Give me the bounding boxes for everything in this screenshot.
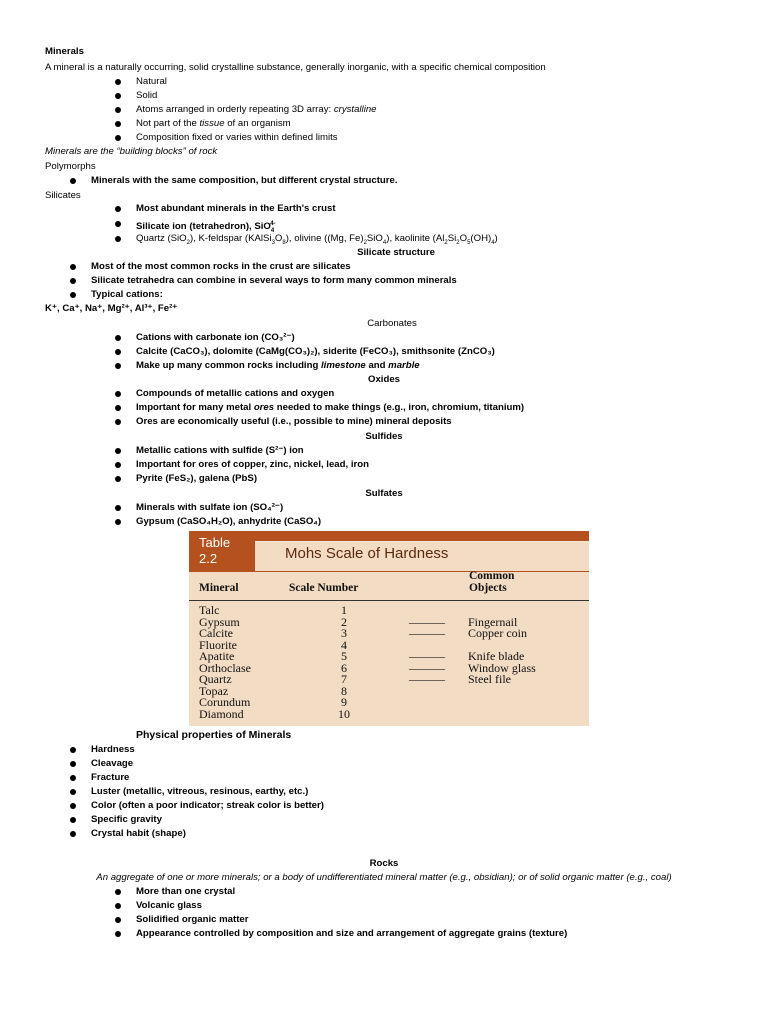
bullet-icon bbox=[115, 135, 121, 141]
list-item: Silicate tetrahedra can combine in several ways to form many common minerals bbox=[91, 275, 457, 286]
heading-minerals: Minerals bbox=[45, 46, 84, 57]
list-item: Important for ores of copper, zinc, nickel, lead, iron bbox=[136, 459, 369, 470]
table-cell-scale: 8 bbox=[341, 683, 347, 698]
bullet-icon bbox=[115, 236, 121, 242]
table-header-rule bbox=[255, 531, 589, 541]
minerals-definition: A mineral is a naturally occurring, solid crystalline substance, generally inorganic, with a specific chemical composition bbox=[45, 62, 546, 73]
bullet-icon bbox=[70, 747, 76, 753]
heading-oxides: Oxides bbox=[368, 374, 400, 385]
list-item: Cations with carbonate ion (CO₃²⁻) bbox=[136, 332, 295, 343]
bullet-icon bbox=[115, 889, 121, 895]
list-item: Solidified organic matter bbox=[136, 914, 249, 925]
bullet-icon bbox=[115, 448, 121, 454]
list-item: Hardness bbox=[91, 744, 135, 755]
list-item: Gypsum (CaSO₄H₂O), anhydrite (CaSO₄) bbox=[136, 516, 322, 527]
table-number: 2.2 bbox=[199, 551, 218, 566]
table-cell-object: Fingernail bbox=[468, 614, 518, 629]
list-item: Minerals with the same composition, but different crystal structure. bbox=[91, 175, 398, 186]
heading-polymorphs: Polymorphs bbox=[45, 161, 96, 172]
list-item: Specific gravity bbox=[91, 814, 162, 825]
table-cell-scale: 10 bbox=[338, 706, 350, 721]
heading-silicate-structure: Silicate structure bbox=[357, 247, 435, 258]
bullet-icon bbox=[115, 419, 121, 425]
list-item: Natural bbox=[136, 76, 167, 87]
list-item: Metallic cations with sulfide (S²⁻) ion bbox=[136, 445, 304, 456]
list-item: Fracture bbox=[91, 772, 130, 783]
bullet-icon bbox=[70, 264, 76, 270]
list-item: Luster (metallic, vitreous, resinous, earthy, etc.) bbox=[91, 786, 309, 797]
table-cell-dash: ——— bbox=[409, 626, 445, 640]
bullet-icon bbox=[115, 363, 121, 369]
bullet-icon bbox=[115, 505, 121, 511]
list-item: Appearance controlled by composition and size and arrangement of aggregate grains (texture) bbox=[136, 928, 568, 939]
list-item: Volcanic glass bbox=[136, 900, 202, 911]
mohs-hardness-table bbox=[189, 531, 589, 726]
list-item: Compounds of metallic cations and oxygen bbox=[136, 388, 335, 399]
table-title: Mohs Scale of Hardness bbox=[285, 545, 449, 562]
bullet-icon bbox=[115, 335, 121, 341]
col-header-objects-text: Objects bbox=[469, 582, 507, 594]
list-item: Silicate ion (tetrahedron), SiO$_4^{4-}$ bbox=[136, 221, 276, 235]
list-item: Most of the most common rocks in the crust are silicates bbox=[91, 261, 351, 272]
building-blocks-note: Minerals are the “building blocks” of rock bbox=[45, 146, 218, 157]
col-header-scale: Scale Number bbox=[289, 582, 359, 594]
table-cell-mineral: Topaz bbox=[199, 683, 229, 698]
table-cell-scale: 5 bbox=[341, 649, 347, 663]
bullet-icon bbox=[115, 206, 121, 212]
table-cell-scale: 4 bbox=[341, 637, 347, 652]
table-cell-scale: 1 bbox=[341, 603, 347, 617]
table-cell-dash: ——— bbox=[409, 660, 445, 675]
bullet-icon bbox=[70, 817, 76, 823]
list-item: Cleavage bbox=[91, 758, 134, 769]
list-item: Solid bbox=[136, 90, 158, 101]
table-cell-mineral: Calcite bbox=[199, 626, 233, 640]
table-cell-scale: 9 bbox=[341, 695, 347, 709]
table-cell-dash: ——— bbox=[409, 614, 445, 629]
col-header-mineral: Mineral bbox=[199, 582, 239, 594]
bullet-icon bbox=[70, 803, 76, 809]
bullet-icon bbox=[115, 391, 121, 397]
list-item: Composition fixed or varies within defined limits bbox=[136, 132, 338, 143]
bullet-icon bbox=[115, 476, 121, 482]
heading-carbonates: Carbonates bbox=[367, 318, 417, 329]
list-item: Minerals with sulfate ion (SO₄²⁻) bbox=[136, 502, 284, 513]
bullet-icon bbox=[115, 349, 121, 355]
bullet-icon bbox=[70, 278, 76, 284]
bullet-icon bbox=[70, 831, 76, 837]
heading-physical-properties: Physical properties of Minerals bbox=[136, 729, 292, 741]
table-header-rule-highlight bbox=[255, 541, 589, 542]
list-item: Color (often a poor indicator; streak color is better) bbox=[91, 800, 324, 811]
bullet-icon bbox=[115, 107, 121, 113]
bullet-icon bbox=[115, 79, 121, 85]
table-cell-mineral: Diamond bbox=[199, 706, 244, 721]
list-item: Crystal habit (shape) bbox=[91, 828, 186, 839]
table-cell-mineral: Fluorite bbox=[199, 637, 237, 652]
list-item: Make up many common rocks including limestone and marble bbox=[136, 360, 420, 371]
table-cell-object: Window glass bbox=[468, 660, 536, 675]
bullet-icon bbox=[115, 462, 121, 468]
bullet-icon bbox=[70, 775, 76, 781]
table-cell-mineral: Gypsum bbox=[199, 614, 240, 629]
table-cell-mineral: Quartz bbox=[199, 672, 232, 686]
table-cell-scale: 6 bbox=[341, 660, 347, 675]
cations-line: K⁺, Ca⁺, Na⁺, Mg²⁺, Al³⁺, Fe²⁺ bbox=[45, 303, 178, 314]
table-cell-dash: ——— bbox=[409, 672, 445, 686]
list-item: Typical cations: bbox=[91, 289, 163, 300]
table-column-rule bbox=[189, 600, 589, 601]
list-item: Pyrite (FeS₂), galena (PbS) bbox=[136, 473, 258, 484]
list-item: Atoms arranged in orderly repeating 3D array: crystalline bbox=[136, 104, 377, 115]
table-cell-dash: ——— bbox=[409, 649, 445, 663]
bullet-icon bbox=[115, 221, 121, 227]
heading-silicates: Silicates bbox=[45, 190, 81, 201]
list-item: Quartz (SiO$_2$), K-feldspar $(KAlSi_3O_8)$, olivine ((Mg, $Fe)_2SiO_4$), kaolinite $(Al_2Si_2O_5(OH)_4)$ bbox=[136, 233, 498, 246]
list-item: Calcite (CaCO₃), dolomite (CaMg(CO₃)₂), siderite (FeCO₃), smithsonite (ZnCO₃) bbox=[136, 346, 495, 357]
table-cell-scale: 2 bbox=[341, 614, 347, 629]
table-cell-scale: 3 bbox=[341, 626, 347, 640]
heading-sulfides: Sulfides bbox=[365, 431, 403, 442]
bullet-icon bbox=[115, 405, 121, 411]
table-cell-object: Copper coin bbox=[468, 626, 527, 640]
table-cell-mineral: Corundum bbox=[199, 695, 251, 709]
list-item: Not part of the tissue of an organism bbox=[136, 118, 291, 129]
bullet-icon bbox=[115, 903, 121, 909]
bullet-icon bbox=[70, 178, 76, 184]
bullet-icon bbox=[115, 121, 121, 127]
bullet-icon bbox=[70, 789, 76, 795]
bullet-icon bbox=[70, 292, 76, 298]
col-header-common: Common bbox=[469, 570, 515, 582]
bullet-icon bbox=[115, 931, 121, 937]
table-cell-mineral: Apatite bbox=[199, 649, 235, 663]
table-number-box bbox=[189, 531, 255, 571]
table-cell-mineral: Orthoclase bbox=[199, 660, 251, 675]
table-header-divider bbox=[189, 571, 589, 572]
heading-rocks: Rocks bbox=[369, 858, 399, 869]
table-word: Table bbox=[199, 535, 231, 550]
list-item: Most abundant minerals in the Earth's crust bbox=[136, 203, 336, 214]
table-cell-mineral: Talc bbox=[199, 603, 220, 617]
bullet-icon bbox=[70, 761, 76, 767]
bullet-icon bbox=[115, 519, 121, 525]
table-cell-object: Knife blade bbox=[468, 649, 525, 663]
list-item: More than one crystal bbox=[136, 886, 236, 897]
table-cell-object: Steel file bbox=[468, 672, 511, 686]
list-item: Important for many metal ores needed to make things (e.g., iron, chromium, titanium) bbox=[136, 402, 525, 413]
rocks-definition: An aggregate of one or more minerals; or a body of undifferentiated mineral matter (e.g., obsidian); or of solid organic matter (e.g., coal) bbox=[96, 872, 672, 883]
bullet-icon bbox=[115, 917, 121, 923]
heading-sulfates: Sulfates bbox=[365, 488, 403, 499]
list-item: Ores are economically useful (i.e., possible to mine) mineral deposits bbox=[136, 416, 452, 427]
bullet-icon bbox=[115, 93, 121, 99]
table-cell-scale: 7 bbox=[341, 672, 347, 686]
